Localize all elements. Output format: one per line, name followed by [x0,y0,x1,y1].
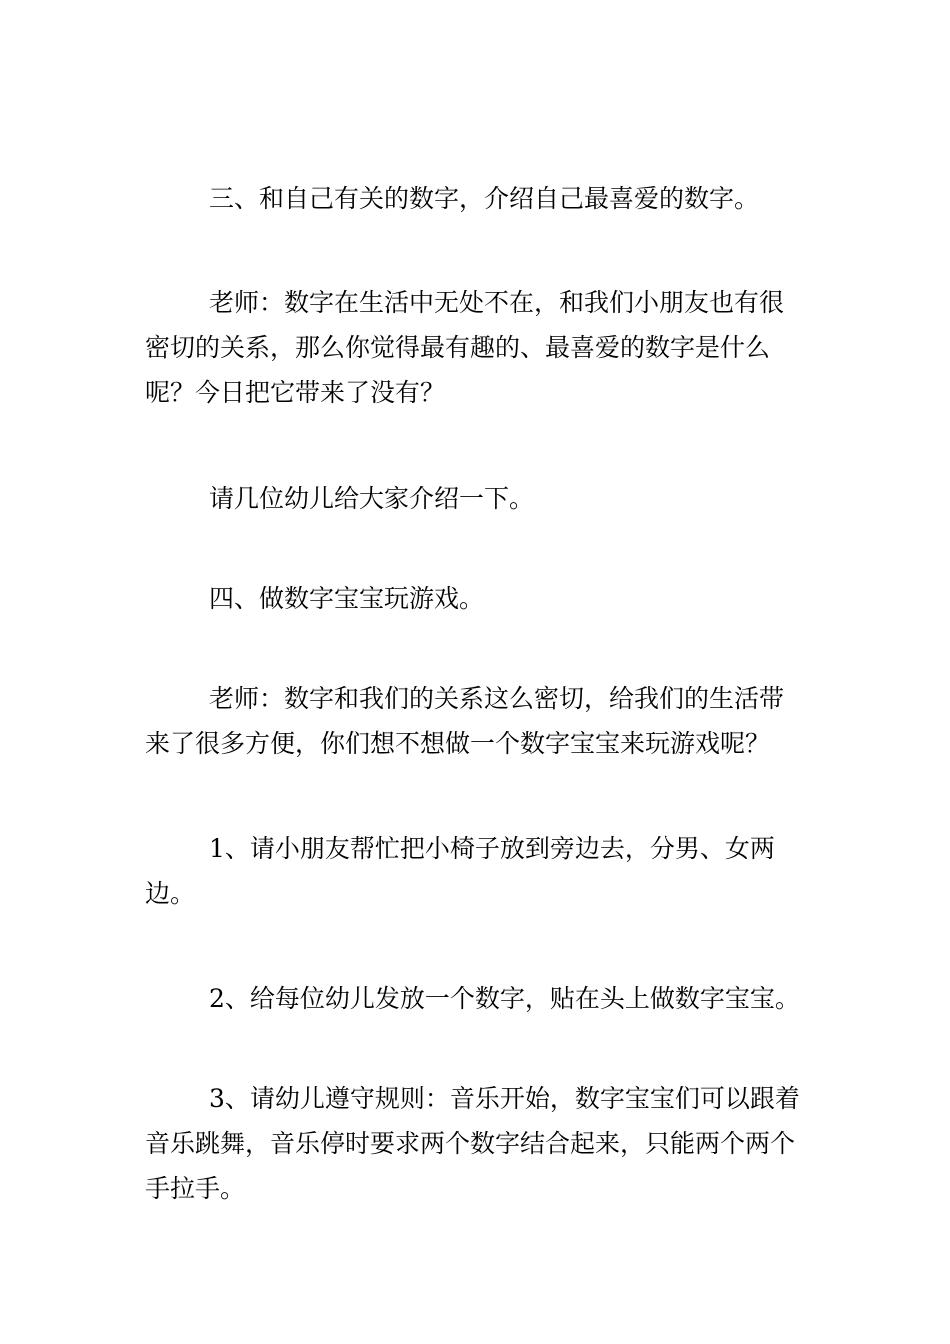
step-three-paragraph: 3、请幼儿遵守规则：音乐开始，数字宝宝们可以跟着音乐跳舞，音乐停时要求两个数字结合起来，只能两个两个手拉手。 [145,1084,800,1203]
section-heading-three: 三、和自己有关的数字，介绍自己最喜爱的数字。 [209,184,760,213]
teacher-paragraph-favorite-number: 老师：数字在生活中无处不在，和我们小朋友也有很密切的关系，那么你觉得最有趣的、最喜爱的数字是什么呢？今日把它带来了没有？ [145,288,785,407]
section-heading-four: 四、做数字宝宝玩游戏。 [209,584,485,613]
step-two-paragraph: 2、给每位幼儿发放一个数字，贴在头上做数字宝宝。 [209,984,800,1013]
teacher-paragraph-game: 老师：数字和我们的关系这么密切，给我们的生活带来了很多方便，你们想不想做一个数字宝宝来玩游戏呢？ [145,684,785,758]
paragraph-children-introduce: 请几位幼儿给大家介绍一下。 [209,484,535,513]
step-one-paragraph: 1、请小朋友帮忙把小椅子放到旁边去，分男、女两边。 [145,834,775,908]
